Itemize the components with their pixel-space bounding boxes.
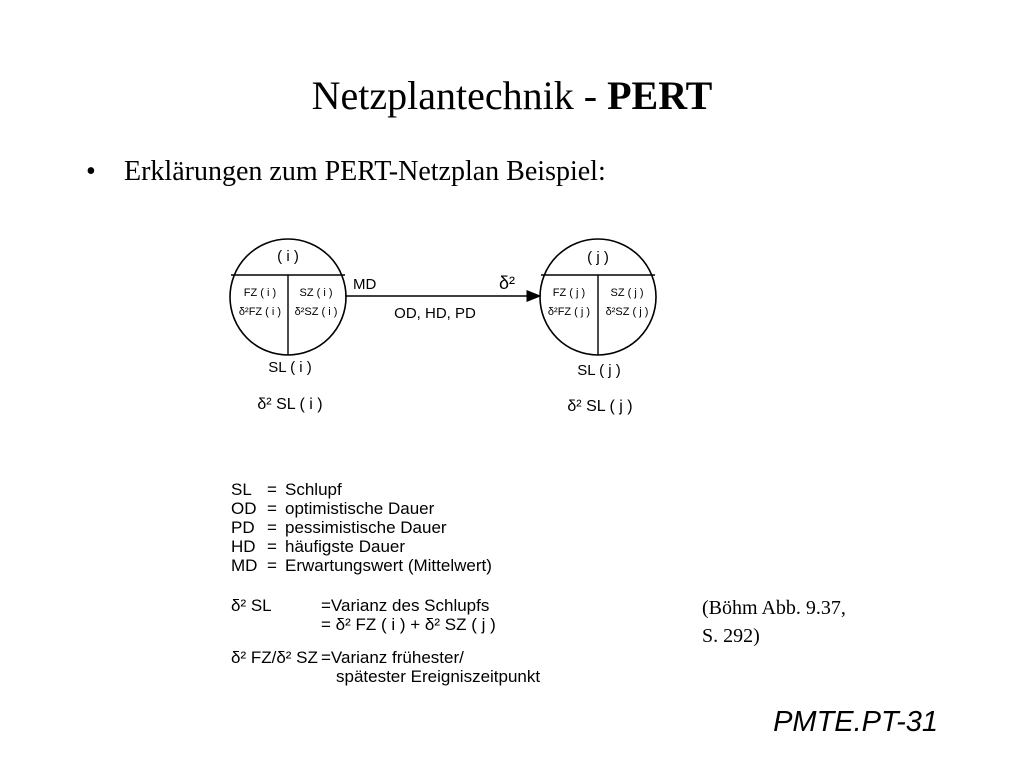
node-j-top: ( j ): [587, 249, 609, 266]
variance-sl-key: δ² SL: [231, 596, 272, 615]
node-j-var-sl: δ² SL ( j ): [567, 398, 633, 415]
bullet-text: Erklärungen zum PERT-Netzplan Beispiel:: [124, 156, 606, 187]
legend-key: OD: [231, 499, 257, 518]
legend-key: HD: [231, 537, 256, 556]
legend-key: SL: [231, 480, 252, 499]
arrow-md: MD: [353, 276, 377, 293]
variance-sl-line2: = δ² FZ ( i ) + δ² SZ ( j ): [321, 615, 496, 634]
legend-row-md: [231, 556, 492, 576]
node-j-fz: FZ ( j ): [552, 287, 586, 299]
variance-fzsz-key: δ² FZ/δ² SZ: [231, 648, 318, 667]
legend-row-od: [231, 499, 434, 519]
legend-key: MD: [231, 556, 258, 575]
legend-eq: =: [267, 499, 277, 518]
node-i-sl: SL ( i ): [268, 359, 312, 376]
variance-fzsz-line1: =Varianz frühester/: [321, 648, 464, 667]
arrow-durations: OD, HD, PD: [394, 305, 476, 322]
title-bold: PERT: [607, 73, 713, 118]
node-i-fz: FZ ( i ): [243, 287, 277, 299]
node-j-var-sz: δ²SZ ( j ): [605, 306, 649, 318]
node-i: [230, 239, 346, 413]
page-id: PMTE.PT-31: [773, 706, 938, 738]
legend-row-hd: [231, 537, 405, 557]
node-i-sz: SZ ( i ): [299, 287, 333, 299]
legend-key: PD: [231, 518, 255, 537]
legend-value: häufigste Dauer: [285, 537, 406, 556]
source-line-2: S. 292): [702, 625, 760, 647]
variance-fzsz-line2: spätester Ereigniszeitpunkt: [336, 667, 541, 686]
source-citation: [702, 594, 846, 650]
activity-arrow: [345, 273, 540, 322]
legend-eq: =: [267, 518, 277, 537]
legend-value: pessimistische Dauer: [285, 518, 447, 537]
legend-eq: =: [267, 480, 277, 499]
source-line-1: (Böhm Abb. 9.37,: [702, 597, 846, 619]
legend-row-sl: [231, 480, 342, 500]
legend-value: Schlupf: [285, 480, 342, 499]
node-i-var-fz: δ²FZ ( i ): [238, 306, 282, 318]
legend-row-pd: [231, 518, 447, 538]
title-text: Netzplantechnik -: [311, 73, 608, 118]
node-i-top: ( i ): [277, 248, 299, 265]
node-i-var-sl: δ² SL ( i ): [257, 396, 323, 413]
variance-sl-line1: =Varianz des Schlupfs: [321, 596, 490, 615]
legend-value: Erwartungswert (Mittelwert): [285, 556, 492, 575]
arrow-variance: δ²: [499, 273, 516, 293]
node-j-var-fz: δ²FZ ( j ): [547, 306, 591, 318]
legend-value: optimistische Dauer: [285, 499, 435, 518]
node-i-var-sz: δ²SZ ( i ): [294, 306, 338, 318]
legend-eq: =: [267, 556, 277, 575]
legend-eq: =: [267, 537, 277, 556]
bullet-symbol: •: [86, 156, 96, 187]
node-j-sl: SL ( j ): [577, 362, 621, 379]
node-j: [540, 239, 656, 415]
node-j-sz: SZ ( j ): [610, 287, 644, 299]
